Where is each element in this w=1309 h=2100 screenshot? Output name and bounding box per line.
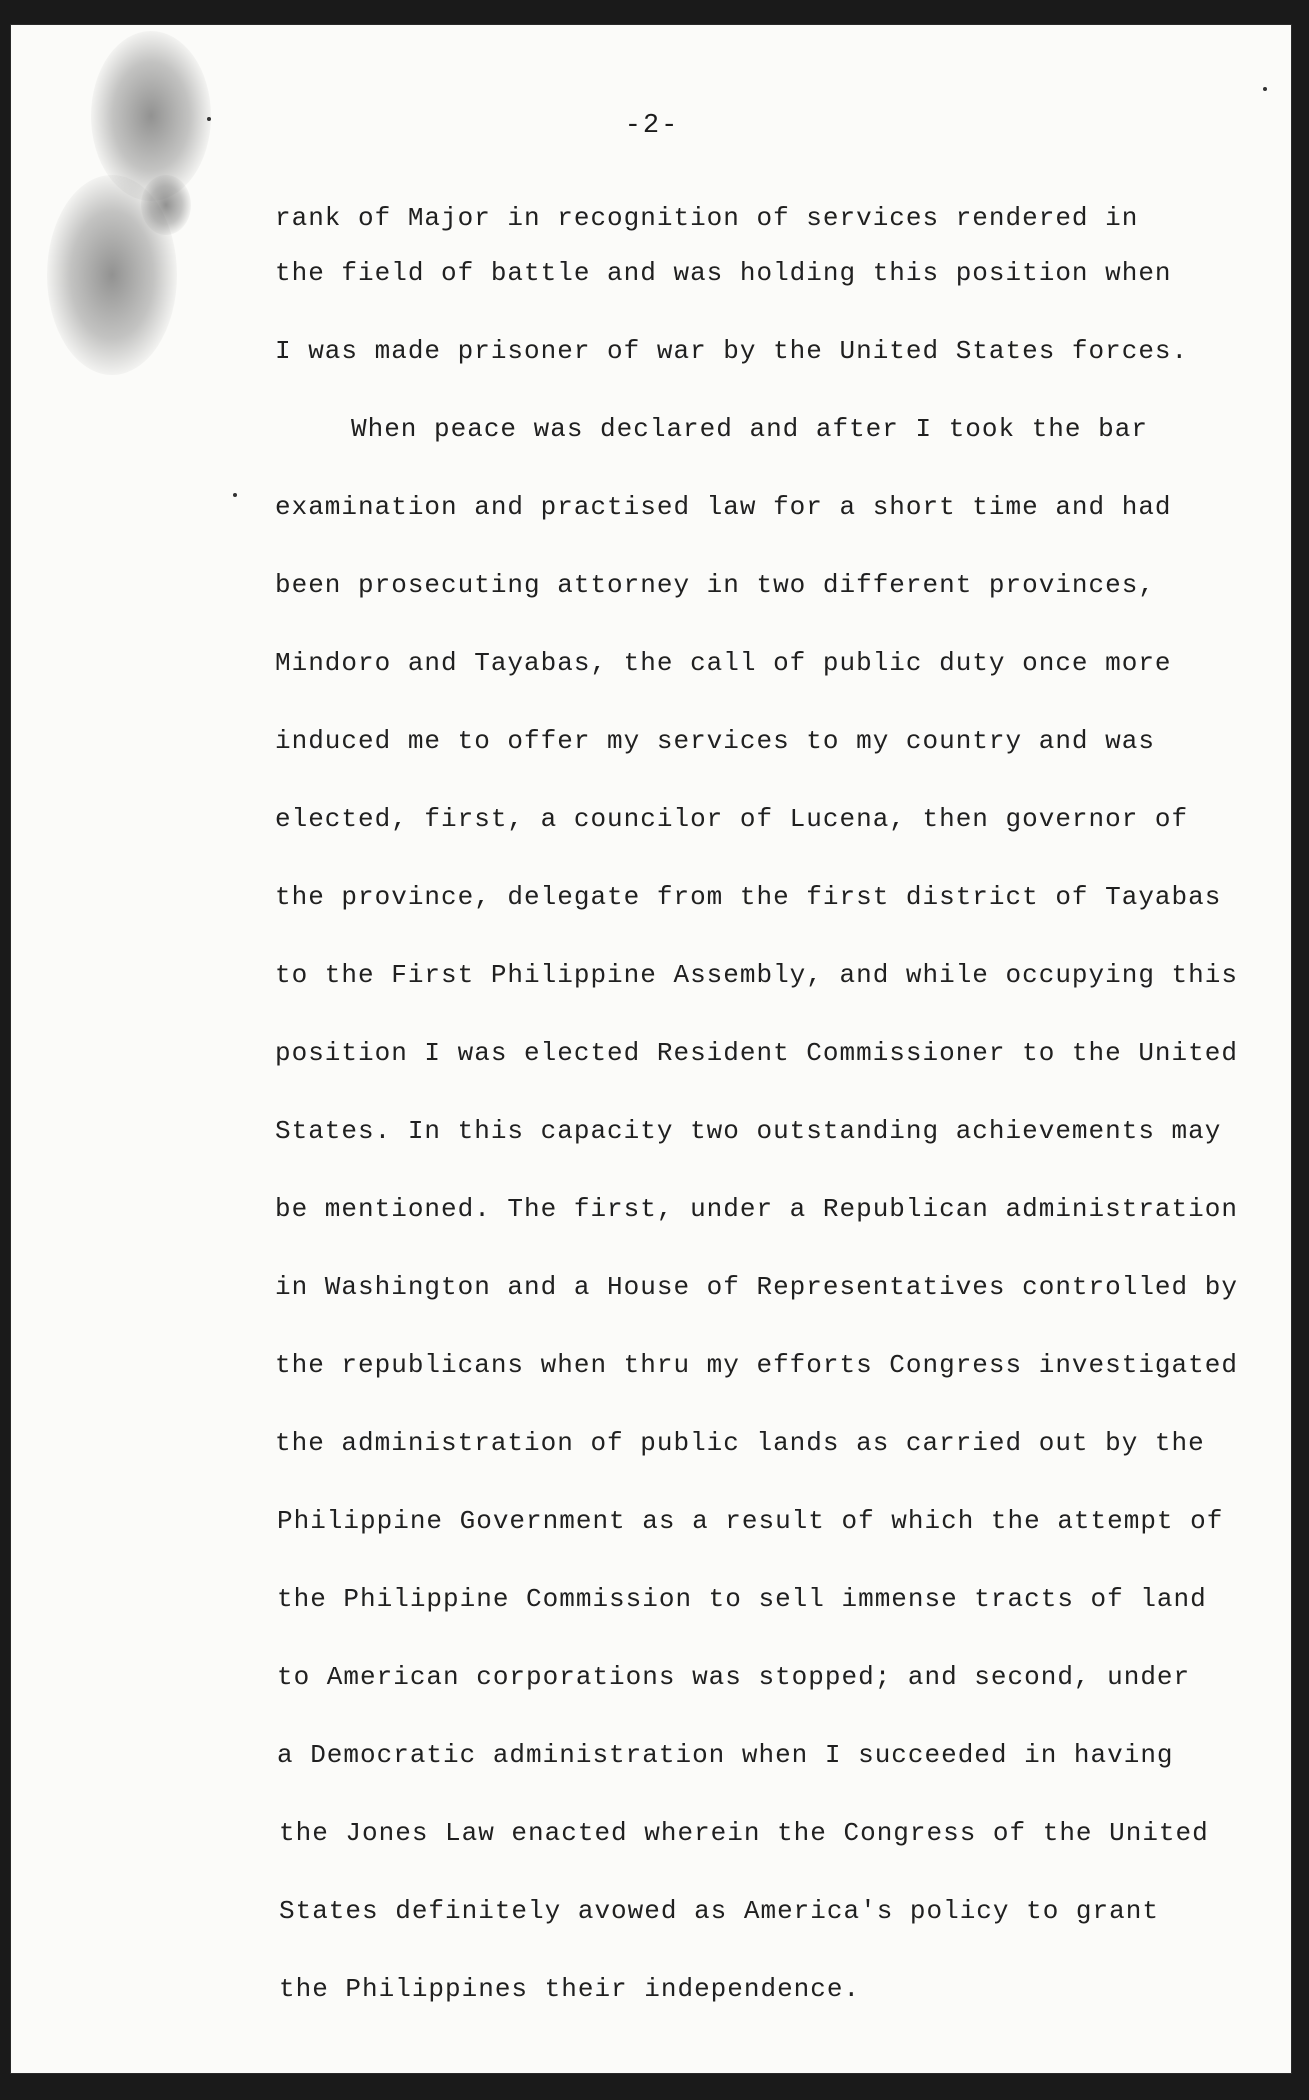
text-line: the Philippine Commission to sell immense tracts of land bbox=[277, 1584, 1207, 1614]
text-line: Mindoro and Tayabas, the call of public duty once more bbox=[275, 648, 1172, 678]
text-line: I was made prisoner of war by the United States forces. bbox=[275, 336, 1189, 366]
text-line: the Jones Law enacted wherein the Congress of the United bbox=[279, 1818, 1209, 1848]
text-line: to American corporations was stopped; and second, under bbox=[277, 1662, 1191, 1692]
text-line: States. In this capacity two outstanding achievements may bbox=[275, 1116, 1222, 1146]
text-line: to the First Philippine Assembly, and while occupying this bbox=[275, 960, 1238, 990]
text-line: the Philippines their independence. bbox=[279, 1974, 861, 2004]
ink-smudge bbox=[141, 175, 191, 235]
text-line: examination and practised law for a short time and had bbox=[275, 492, 1172, 522]
text-line: the administration of public lands as carried out by the bbox=[275, 1428, 1205, 1458]
typewritten-page bbox=[10, 24, 1292, 2074]
text-line: in Washington and a House of Representatives controlled by bbox=[275, 1272, 1238, 1302]
paper-speck bbox=[233, 493, 237, 497]
text-line: the republicans when thru my efforts Congress investigated bbox=[275, 1350, 1238, 1380]
text-line: States definitely avowed as America's policy to grant bbox=[279, 1896, 1159, 1926]
text-line: elected, first, a councilor of Lucena, then governor of bbox=[275, 804, 1189, 834]
text-line: position I was elected Resident Commissioner to the United bbox=[275, 1038, 1238, 1068]
text-line: rank of Major in recognition of services rendered in bbox=[275, 203, 1139, 233]
text-line: the province, delegate from the first district of Tayabas bbox=[275, 882, 1222, 912]
paper-speck bbox=[1263, 87, 1267, 91]
text-line: the field of battle and was holding this position when bbox=[275, 258, 1172, 288]
text-line: been prosecuting attorney in two different provinces, bbox=[275, 570, 1155, 600]
page-number: -2- bbox=[624, 111, 680, 141]
text-line: When peace was declared and after I took the bar bbox=[351, 414, 1148, 444]
text-line: induced me to offer my services to my country and was bbox=[275, 726, 1155, 756]
text-line: be mentioned. The first, under a Republican administration bbox=[275, 1194, 1238, 1224]
text-line: a Democratic administration when I succeeded in having bbox=[277, 1740, 1174, 1770]
text-line: Philippine Government as a result of which the attempt of bbox=[277, 1506, 1224, 1536]
